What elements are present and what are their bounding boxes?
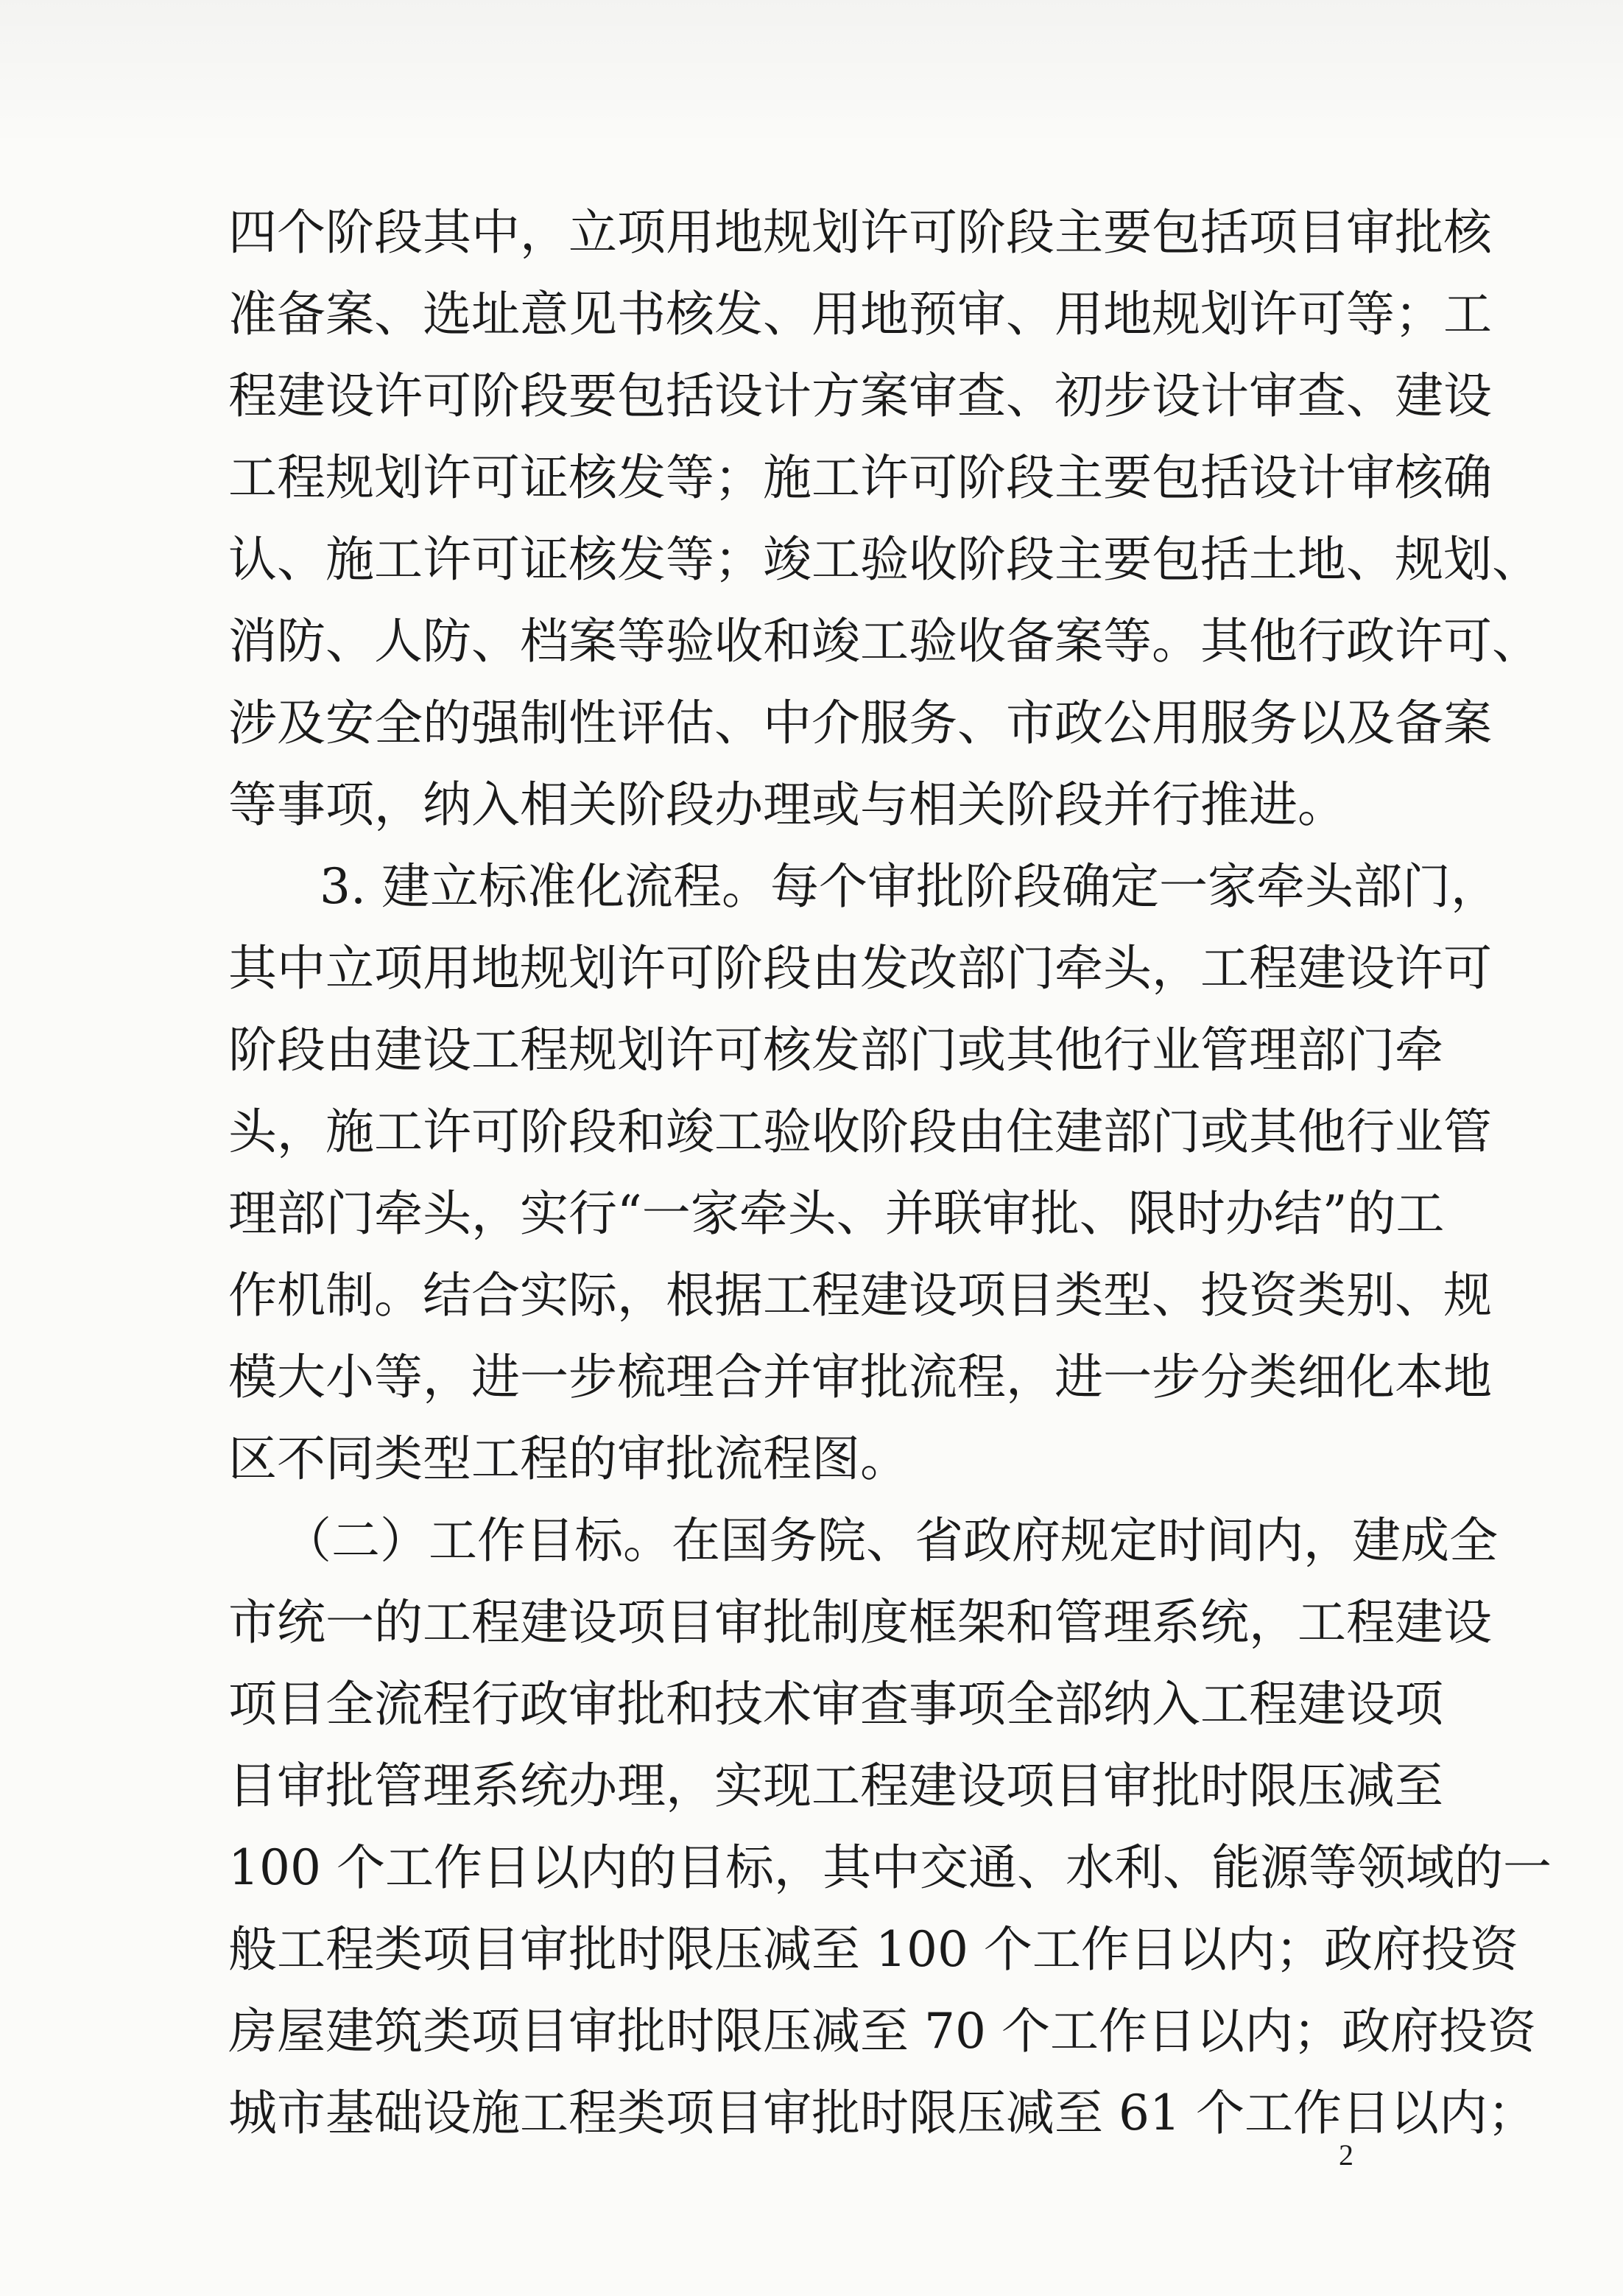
text-line: 准备案、选址意见书核发、用地预审、用地规划许可等；工 xyxy=(228,286,1492,343)
text-line: 房屋建筑类项目审批时限压减至 70 个工作日以内；政府投资 xyxy=(228,2003,1536,2060)
text-line: 城市基础设施工程类项目审批时限压减至 61 个工作日以内； xyxy=(228,2085,1536,2141)
page-number: 2 xyxy=(1339,2138,1353,2172)
text-line: 四个阶段其中，立项用地规划许可阶段主要包括项目审批核 xyxy=(228,204,1492,261)
text-line: 模大小等，进一步梳理合并审批流程，进一步分类细化本地 xyxy=(228,1349,1492,1405)
text-line: 区不同类型工程的审批流程图。 xyxy=(228,1430,909,1487)
text-line: 等事项，纳入相关阶段办理或与相关阶段并行推进。 xyxy=(228,776,1346,833)
text-line: 3. 建立标准化流程。每个审批阶段确定一家牵头部门， xyxy=(320,858,1499,915)
text-line: 阶段由建设工程规划许可核发部门或其他行业管理部门牵 xyxy=(228,1022,1443,1078)
text-line: 头，施工许可阶段和竣工验收阶段由住建部门或其他行业管 xyxy=(228,1103,1492,1160)
text-line: 般工程类项目审批时限压减至 100 个工作日以内；政府投资 xyxy=(228,1921,1518,1978)
text-line: 目审批管理系统办理，实现工程建设项目审批时限压减至 xyxy=(228,1758,1443,1814)
text-line: 涉及安全的强制性评估、中介服务、市政公用服务以及备案 xyxy=(228,695,1492,751)
text-line: 100 个工作日以内的目标，其中交通、水利、能源等领域的一 xyxy=(228,1839,1552,1896)
text-line: 程建设许可阶段要包括设计方案审查、初步设计审查、建设 xyxy=(228,368,1492,424)
text-line: 项目全流程行政审批和技术审查事项全部纳入工程建设项 xyxy=(228,1676,1443,1732)
text-line: 其中立项用地规划许可阶段由发改部门牵头，工程建设许可 xyxy=(228,940,1492,997)
text-line: （二）工作目标。在国务院、省政府规定时间内，建成全 xyxy=(283,1512,1498,1569)
text-line: 理部门牵头，实行“一家牵头、并联审批、限时办结”的工 xyxy=(228,1185,1445,1242)
text-line: 认、施工许可证核发等；竣工验收阶段主要包括土地、规划、 xyxy=(228,531,1541,588)
text-line: 消防、人防、档案等验收和竣工验收备案等。其他行政许可、 xyxy=(228,613,1541,670)
text-line: 工程规划许可证核发等；施工许可阶段主要包括设计审核确 xyxy=(228,449,1492,506)
text-line: 市统一的工程建设项目审批制度框架和管理系统，工程建设 xyxy=(228,1594,1492,1651)
text-line: 作机制。结合实际，根据工程建设项目类型、投资类别、规 xyxy=(228,1267,1492,1324)
scan-shadow xyxy=(0,0,1623,147)
